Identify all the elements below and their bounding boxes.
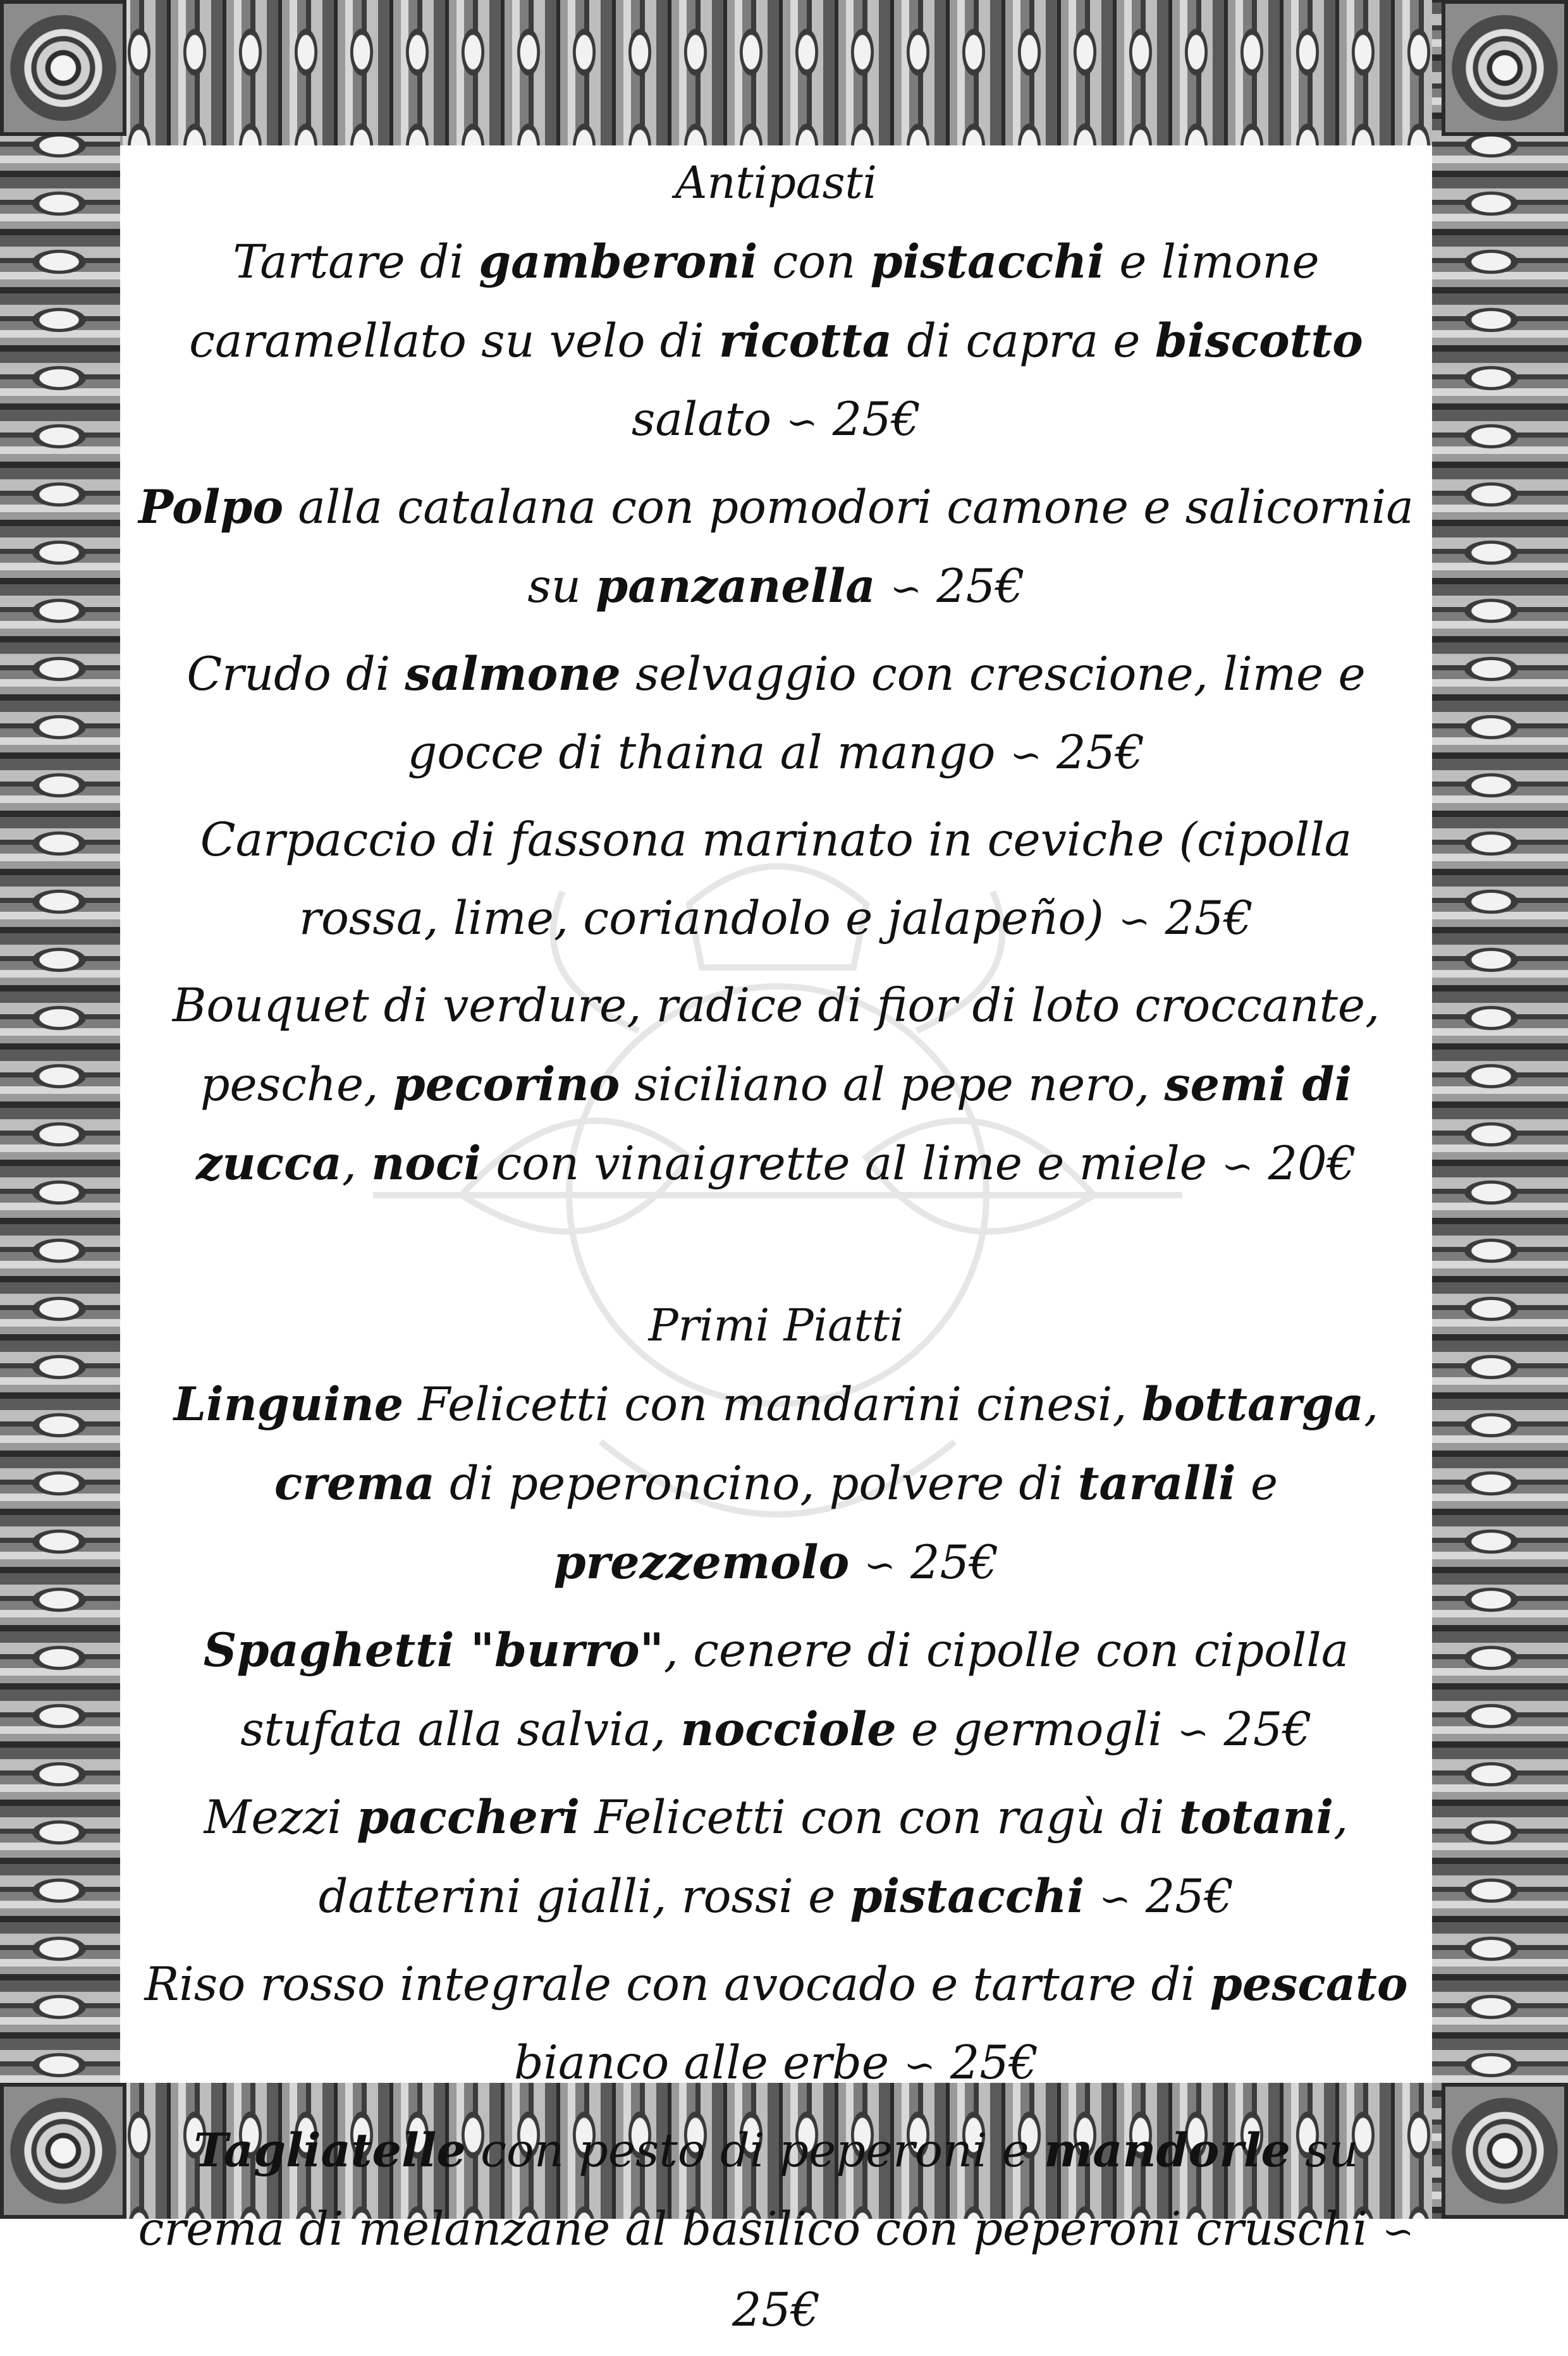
- dish-text: Riso rosso integrale con avocado e tartare di: [144, 1958, 1210, 2011]
- dish-text: selvaggio con crescione, lime e gocce di thaina al mango: [407, 647, 1366, 780]
- corner-rosette-icon: [0, 2083, 126, 2219]
- dish-price: 25€: [950, 2036, 1039, 2090]
- price-separator-icon: ∽: [903, 2044, 936, 2088]
- highlighted-ingredient: salmone: [405, 647, 621, 701]
- price-separator-icon: ∽: [864, 1543, 896, 1588]
- dish-text: ,: [341, 1137, 372, 1191]
- dish-text: Crudo di: [187, 647, 405, 701]
- price-separator-icon: ∽: [1010, 733, 1042, 778]
- dish-text: e germogli: [896, 1703, 1163, 1757]
- section-title: Antipasti: [675, 157, 878, 209]
- dish-price: 25€: [1223, 1703, 1312, 1757]
- section-title: Primi Piatti: [648, 1299, 904, 1351]
- price-separator-icon: ∽: [786, 400, 818, 445]
- highlighted-ingredient: bottarga: [1141, 1377, 1364, 1432]
- dish-text: salato: [631, 393, 772, 446]
- highlighted-ingredient: taralli: [1077, 1456, 1236, 1511]
- dish-text: Mezzi: [204, 1791, 357, 1844]
- dish-price: 25€: [910, 1536, 999, 1590]
- corner-rosette-icon: [1442, 0, 1568, 136]
- dish-text: Carpaccio di fassona marinato in ceviche (cipolla rossa, lime, coriandolo e jalapeño): [200, 813, 1352, 945]
- highlighted-ingredient: pescato: [1210, 1957, 1408, 2011]
- dish-text: Felicetti con mandarini cinesi,: [403, 1378, 1142, 1432]
- dish-text: con vinaigrette al lime e miele: [481, 1137, 1207, 1191]
- corner-rosette-icon: [0, 0, 126, 136]
- highlighted-ingredient: paccheri: [357, 1790, 580, 1844]
- highlighted-ingredient: pistacchi: [870, 235, 1105, 289]
- dish-price: 25€: [936, 560, 1025, 613]
- dish-text: di capra e: [892, 314, 1155, 368]
- dish-text: Tartare di: [233, 235, 479, 289]
- price-separator-icon: ∽: [1177, 1710, 1210, 1755]
- dish-text: su crema di melanzane al basilico con peperoni cruschi: [138, 2124, 1368, 2256]
- menu-content: [120, 145, 1432, 2356]
- menu-item: [133, 1945, 1419, 2105]
- dish-text: , datterini gialli, rossi e: [318, 1791, 1349, 1923]
- highlighted-ingredient: panzanella: [596, 559, 876, 613]
- menu-item: [133, 1365, 1419, 1605]
- dish-text: e limone caramellato su velo di: [189, 235, 1320, 368]
- section-gap: [120, 1212, 1432, 1288]
- dish-text: alla catalana con pomodori camone e salicornia su: [283, 481, 1414, 613]
- frame-left-border: [0, 0, 120, 2219]
- dish-text: siciliano al pepe nero,: [620, 1058, 1165, 1112]
- menu-item: [133, 801, 1419, 960]
- highlighted-ingredient: Polpo: [138, 480, 284, 534]
- price-separator-icon: ∽: [1118, 899, 1151, 943]
- highlighted-ingredient: Spaghetti "burro": [203, 1623, 664, 1678]
- price-separator-icon: ∽: [1382, 2210, 1414, 2254]
- frame-top-border: [0, 0, 1568, 145]
- dish-text: di peperoncino, polvere di: [434, 1457, 1078, 1511]
- menu-item: [133, 1778, 1419, 1939]
- dish-text: , cenere di cipolle con cipolla stufata alla salvia,: [240, 1624, 1349, 1757]
- dish-price: 25€: [832, 393, 921, 446]
- price-separator-icon: ∽: [890, 567, 922, 611]
- highlighted-ingredient: pistacchi: [850, 1869, 1085, 1923]
- menu-item: [133, 635, 1419, 795]
- corner-rosette-icon: [1442, 2083, 1568, 2219]
- highlighted-ingredient: biscotto: [1155, 314, 1363, 368]
- price-separator-icon: ∽: [1222, 1144, 1254, 1189]
- highlighted-ingredient: mandorle: [1043, 2123, 1290, 2178]
- highlighted-ingredient: noci: [371, 1136, 482, 1191]
- highlighted-ingredient: totani: [1179, 1790, 1334, 1844]
- menu-item: [133, 1611, 1419, 1772]
- highlighted-ingredient: Tagliatelle: [193, 2123, 466, 2178]
- highlighted-ingredient: pecorino: [393, 1057, 620, 1112]
- highlighted-ingredient: gamberoni: [479, 235, 758, 289]
- menu-item: [133, 967, 1419, 1206]
- dish-price: 25€: [1165, 892, 1253, 945]
- frame-right-border: [1432, 0, 1568, 2219]
- dish-text: Felicetti con con ragù di: [580, 1791, 1179, 1844]
- dish-text: con: [757, 235, 871, 289]
- highlighted-ingredient: semi di zucca: [196, 1057, 1352, 1191]
- dish-text: bianco alle erbe: [513, 2036, 890, 2090]
- price-separator-icon: ∽: [1099, 1877, 1131, 1922]
- dish-text: con pesto di peperoni e: [465, 2124, 1044, 2178]
- dish-price: 20€: [1268, 1137, 1356, 1191]
- menu-item: [133, 468, 1419, 629]
- dish-text: Bouquet di verdure, radice di fior di loto croccante, pesche,: [172, 979, 1380, 1112]
- menu-item: [133, 223, 1419, 462]
- highlighted-ingredient: nocciole: [680, 1702, 897, 1757]
- dish-price: 25€: [1056, 726, 1145, 780]
- dish-text: ,: [1364, 1378, 1379, 1432]
- highlighted-ingredient: crema: [274, 1456, 435, 1511]
- highlighted-ingredient: prezzemolo: [553, 1535, 850, 1590]
- menu-item: [133, 2111, 1419, 2350]
- highlighted-ingredient: Linguine: [173, 1377, 404, 1432]
- dish-price: 25€: [732, 2283, 821, 2337]
- dish-price: 25€: [1145, 1870, 1234, 1923]
- dish-text: e: [1235, 1457, 1278, 1511]
- highlighted-ingredient: ricotta: [718, 314, 893, 368]
